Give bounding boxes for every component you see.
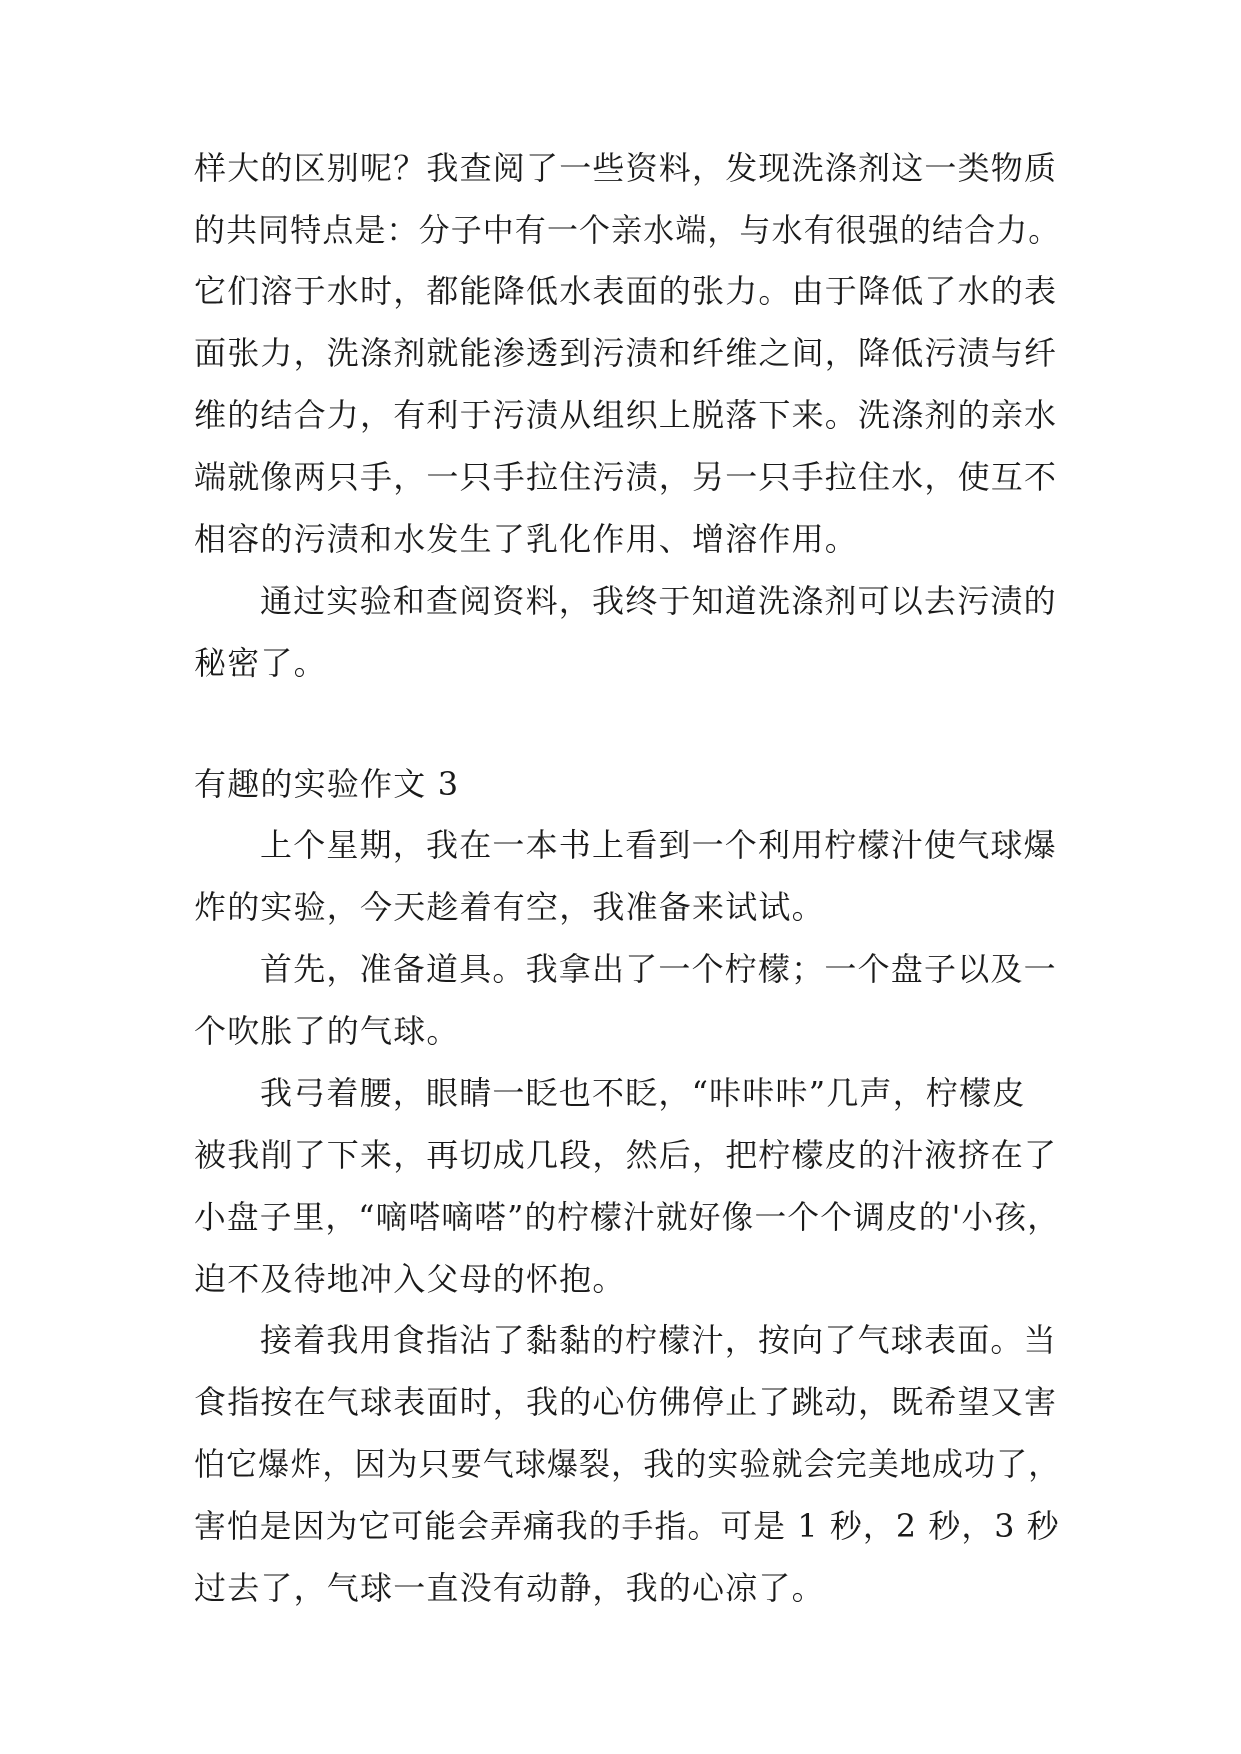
paragraph-5-line-3: 小盘子里，“嘀嗒嘀嗒”的柠檬汁就好像一个个调皮的'小孩， [194,1198,1061,1236]
paragraph-6-line-5: 过去了，气球一直没有动静，我的心凉了。 [194,1569,825,1607]
paragraph-5-line-2: 被我削了下来，再切成几段，然后，把柠檬皮的汁液挤在了 [194,1136,1058,1174]
paragraph-1-line-2: 的共同特点是：分子中有一个亲水端，与水有很强的结合力。 [194,211,1061,249]
paragraph-1-line-1: 样大的区别呢？我查阅了一些资料，发现洗涤剂这一类物质 [194,149,1058,187]
paragraph-3-line-2: 炸的实验，今天趁着有空，我准备来试试。 [194,888,825,926]
paragraph-1-line-4: 面张力，洗涤剂就能渗透到污渍和纤维之间，降低污渍与纤 [194,334,1058,372]
paragraph-6-line-3: 怕它爆炸，因为只要气球爆裂，我的实验就会完美地成功了， [194,1445,1061,1483]
paragraph-2-line-1: 通过实验和查阅资料，我终于知道洗涤剂可以去污渍的 [260,582,1057,620]
paragraph-2-line-2: 秘密了。 [194,644,327,682]
paragraph-6-line-4: 害怕是因为它可能会弄痛我的手指。可是 1 秒，2 秒，3 秒 [194,1507,1060,1545]
paragraph-5-line-4: 迫不及待地冲入父母的怀抱。 [194,1260,626,1298]
paragraph-6-line-1: 接着我用食指沾了黏黏的柠檬汁，按向了气球表面。当 [260,1321,1057,1359]
paragraph-4-line-2: 个吹胀了的气球。 [194,1012,460,1050]
paragraph-1-line-3: 它们溶于水时，都能降低水表面的张力。由于降低了水的表 [194,272,1058,310]
paragraph-1-line-6: 端就像两只手，一只手拉住污渍，另一只手拉住水，使互不 [194,458,1058,496]
paragraph-1-line-5: 维的结合力，有利于污渍从组织上脱落下来。洗涤剂的亲水 [194,396,1058,434]
paragraph-6-line-2: 食指按在气球表面时，我的心仿佛停止了跳动，既希望又害 [194,1383,1058,1421]
section-title: 有趣的实验作文 3 [194,765,460,803]
paragraph-1-line-7: 相容的污渍和水发生了乳化作用、增溶作用。 [194,520,859,558]
paragraph-3-line-1: 上个星期，我在一本书上看到一个利用柠檬汁使气球爆 [260,826,1057,864]
paragraph-4-line-1: 首先，准备道具。我拿出了一个柠檬；一个盘子以及一 [260,950,1057,988]
paragraph-5-line-1: 我弓着腰，眼睛一眨也不眨，“咔咔咔”几声，柠檬皮 [260,1074,1026,1112]
